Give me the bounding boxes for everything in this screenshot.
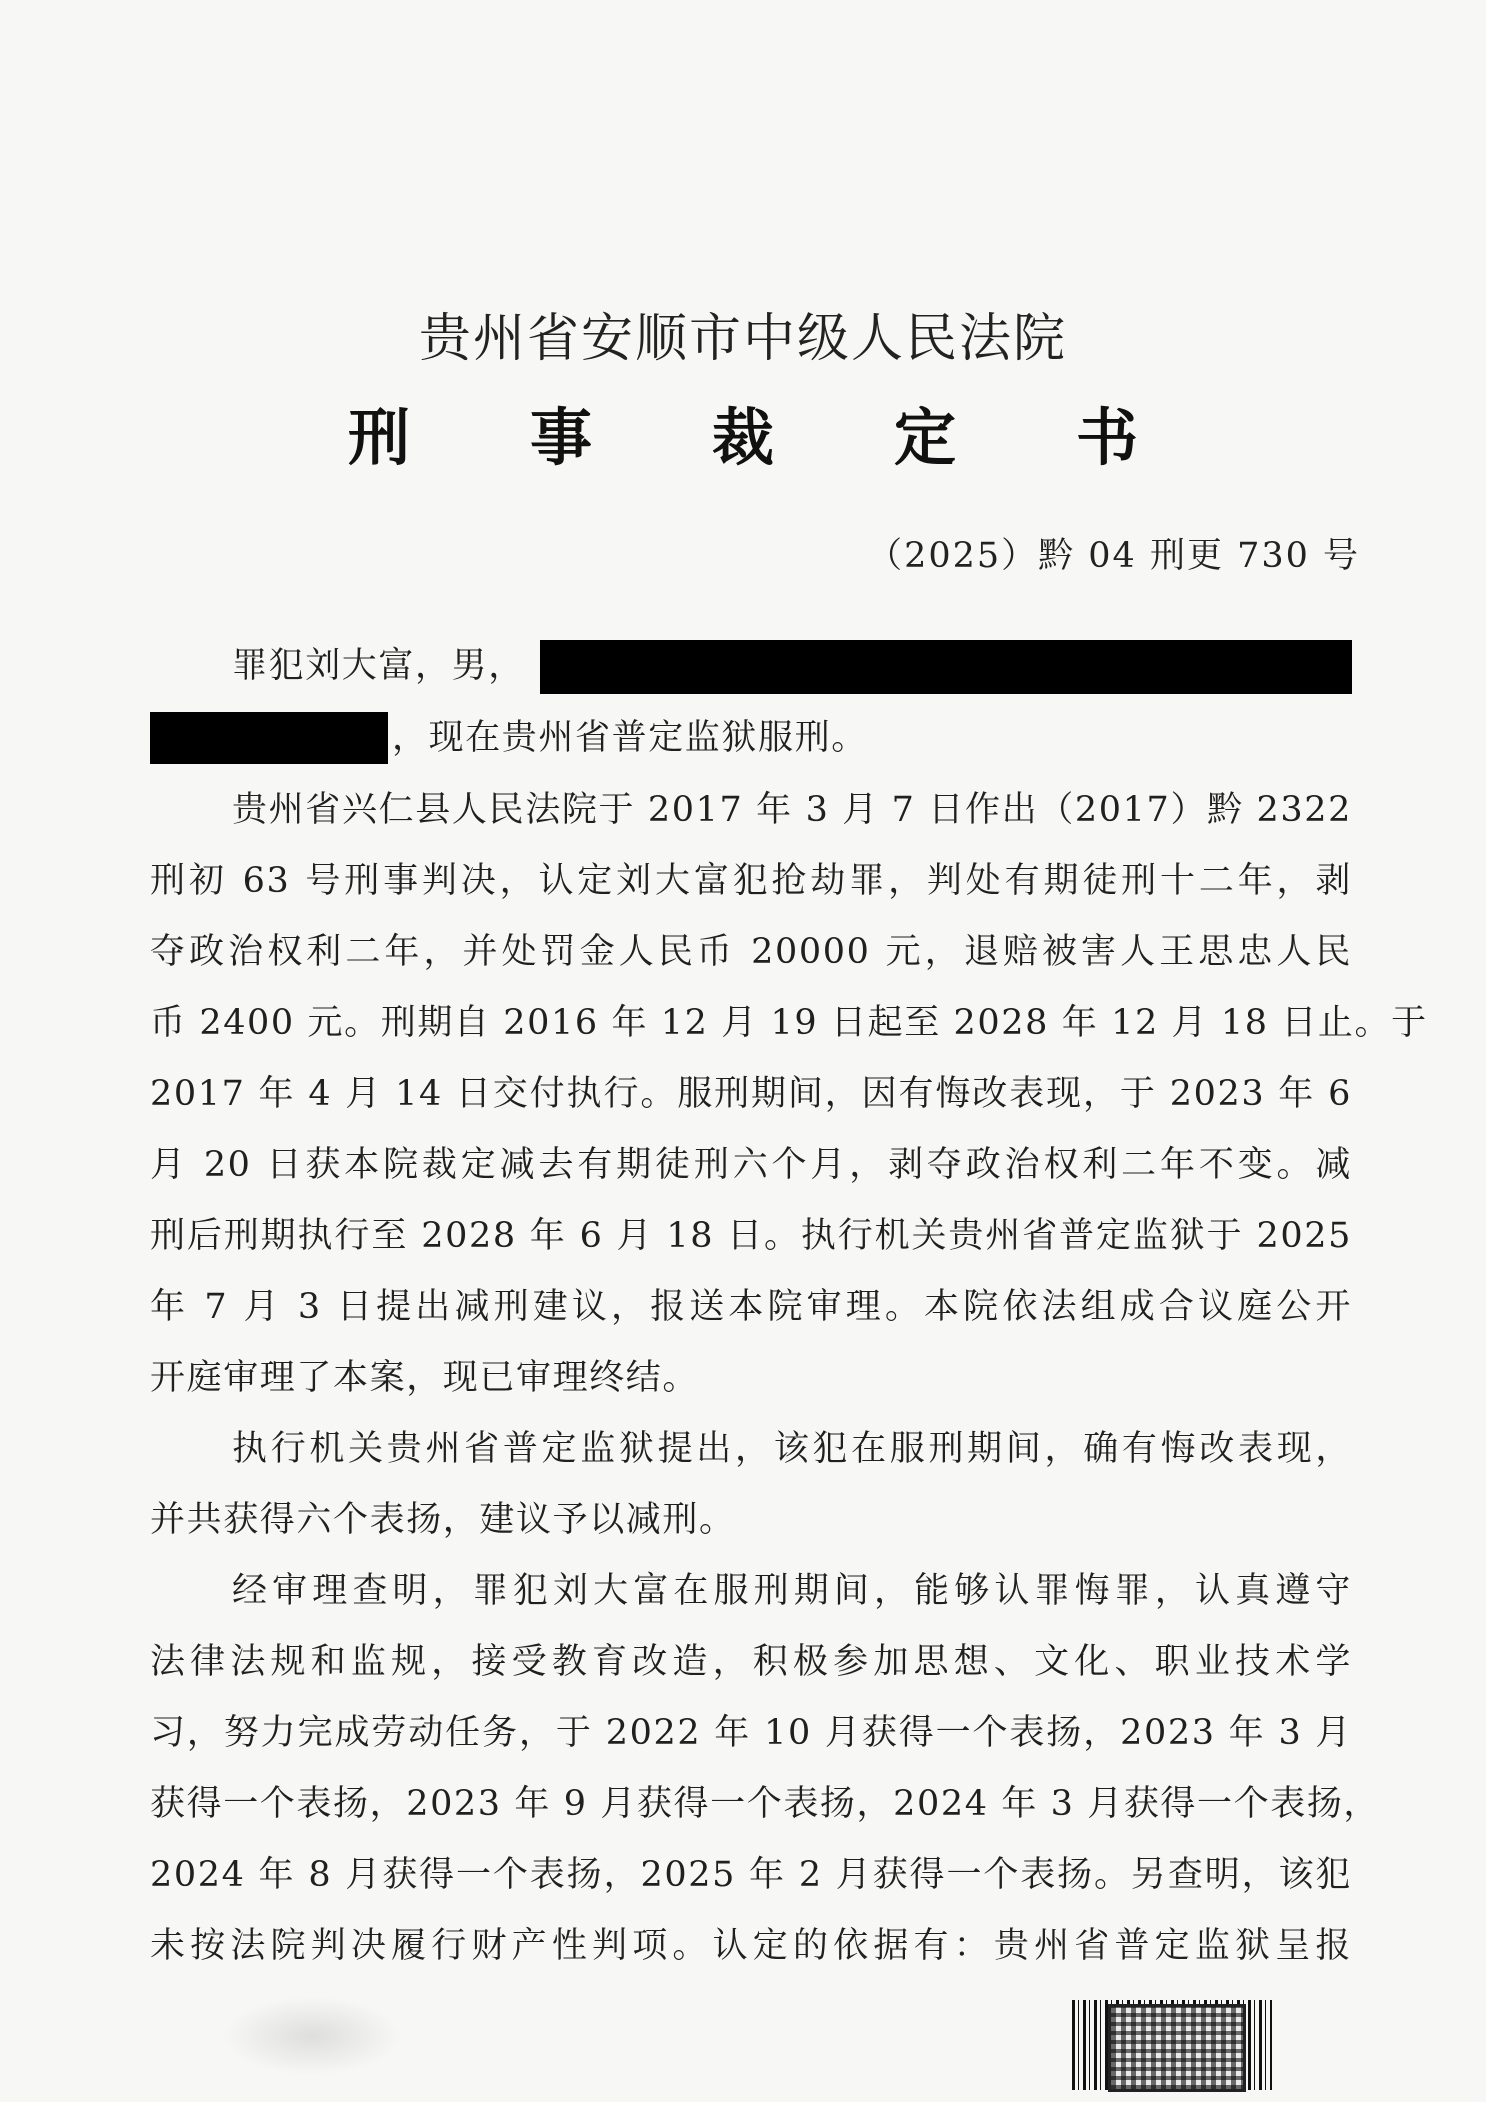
- text-line: 2024 年 8 月获得一个表扬，2025 年 2 月获得一个表扬。另查明，该犯: [150, 1855, 1352, 1895]
- text-line: 贵州省兴仁县人民法院于 2017 年 3 月 7 日作出（2017）黔 2322: [232, 790, 1352, 830]
- text-line: 年 7 月 3 日提出减刑建议，报送本院审理。本院依法组成合议庭公开: [150, 1287, 1352, 1327]
- scan-smudge: [222, 1996, 402, 2076]
- text-line: 刑初 63 号刑事判决，认定刘大富犯抢劫罪，判处有期徒刑十二年，剥: [150, 861, 1352, 901]
- text-line: ，现在贵州省普定监狱服刑。: [392, 718, 868, 758]
- case-number: （2025）黔 04 刑更 730 号: [867, 536, 1360, 576]
- text-line: 月 20 日获本院裁定减去有期徒刑六个月，剥夺政治权利二年不变。减: [150, 1145, 1352, 1185]
- text-line: 2017 年 4 月 14 日交付执行。服刑期间，因有悔改表现，于 2023 年 6: [150, 1074, 1352, 1114]
- document-type-title: 刑事裁定书: [347, 401, 1258, 474]
- text-line: 开庭审理了本案，现已审理终结。: [150, 1358, 700, 1398]
- text-line: 币 2400 元。刑期自 2016 年 12 月 19 日起至 2028 年 12 月 18 日止。于: [150, 1003, 1428, 1043]
- text-line: 习，努力完成劳动任务，于 2022 年 10 月获得一个表扬，2023 年 3 月: [150, 1713, 1352, 1753]
- text-line: 刑后刑期执行至 2028 年 6 月 18 日。执行机关贵州省普定监狱于 2025: [150, 1216, 1352, 1256]
- court-name: 贵州省安顺市中级人民法院: [418, 309, 1067, 369]
- qr-code-image: [1108, 2004, 1246, 2092]
- text-line: 罪犯刘大富，男，: [232, 646, 525, 686]
- text-line: 夺政治权利二年，并处罚金人民币 20000 元，退赔被害人王思忠人民: [150, 932, 1352, 972]
- text-line: 法律法规和监规，接受教育改造，积极参加思想、文化、职业技术学: [150, 1642, 1352, 1682]
- redaction-block: [540, 640, 1352, 694]
- text-line: 未按法院判决履行财产性判项。认定的依据有：贵州省普定监狱呈报: [150, 1926, 1352, 1966]
- text-line: 并共获得六个表扬，建议予以减刑。: [150, 1500, 736, 1540]
- text-line: 获得一个表扬，2023 年 9 月获得一个表扬，2024 年 3 月获得一个表扬，: [150, 1784, 1381, 1824]
- redaction-block: [150, 712, 388, 764]
- text-line: 经审理查明，罪犯刘大富在服刑期间，能够认罪悔罪，认真遵守: [232, 1571, 1352, 1611]
- text-line: 执行机关贵州省普定监狱提出，该犯在服刑期间，确有悔改表现，: [232, 1429, 1352, 1469]
